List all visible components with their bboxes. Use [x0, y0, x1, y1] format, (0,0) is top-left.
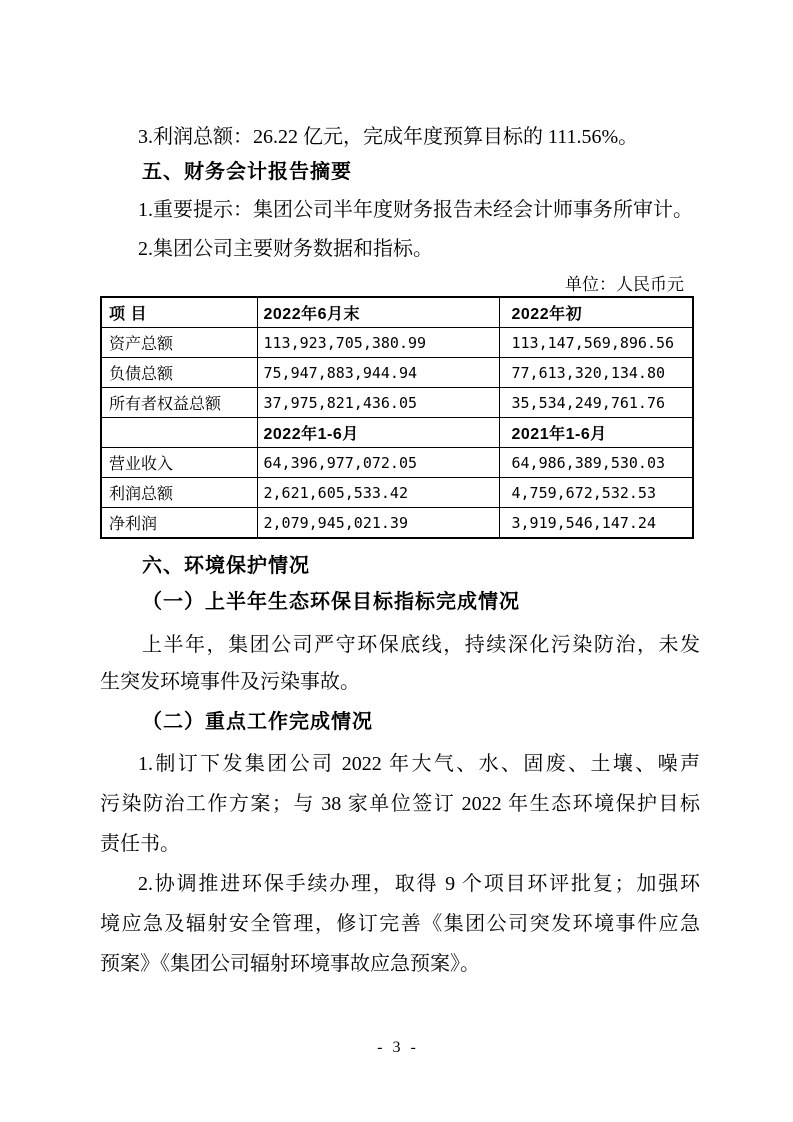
table-cell-label: 营业收入	[101, 448, 257, 478]
table-header-row	[101, 297, 693, 328]
paragraph-eco-line1: 上半年，集团公司严守环保底线，持续深化污染防治，未发	[142, 634, 700, 656]
table-cell-label	[101, 418, 257, 448]
table-row	[101, 328, 693, 358]
paragraph-plan-line3: 责任书。	[100, 833, 180, 855]
column-header-item: 项 目	[101, 297, 257, 328]
table-cell-value: 75,947,883,944.94	[257, 358, 499, 388]
column-header-h1-2022: 2022年1-6月	[257, 418, 499, 448]
paragraph-main-financial-data: 2.集团公司主要财务数据和指标。	[138, 238, 433, 260]
table-cell-value: 113,147,569,896.56	[499, 328, 693, 358]
table-row	[101, 388, 693, 418]
table-cell-value: 4,759,672,532.53	[499, 478, 693, 508]
heading-subsection-one: （一）上半年生态环保目标指标完成情况	[142, 591, 520, 613]
heading-subsection-two: （二）重点工作完成情况	[142, 711, 373, 733]
paragraph-profit-total: 3.利润总额：26.22 亿元，完成年度预算目标的 111.56%。	[138, 126, 639, 148]
paragraph-eco-line2: 生突发环境事件及污染事故。	[100, 671, 360, 693]
heading-section-six: 六、环境保护情况	[142, 555, 310, 577]
column-header-h1-2021: 2021年1-6月	[499, 418, 693, 448]
paragraph-plan-line1: 1.制订下发集团公司 2022 年大气、水、固废、土壤、噪声	[138, 753, 700, 775]
table-row	[101, 478, 693, 508]
table-cell-value: 37,975,821,436.05	[257, 388, 499, 418]
table-cell-value: 2,079,945,021.39	[257, 508, 499, 539]
paragraph-eia-line1: 2.协调推进环保手续办理，取得 9 个项目环评批复；加强环	[138, 873, 700, 895]
table-cell-value: 35,534,249,761.76	[499, 388, 693, 418]
heading-section-five: 五、财务会计报告摘要	[142, 161, 352, 183]
unit-label: 单位：人民币元	[565, 275, 684, 294]
financial-summary-table	[100, 296, 694, 539]
table-cell-label: 所有者权益总额	[101, 388, 257, 418]
table-row	[101, 448, 693, 478]
table-subheader-row	[101, 418, 693, 448]
paragraph-important-note: 1.重要提示：集团公司半年度财务报告未经会计师事务所审计。	[138, 199, 693, 221]
table-cell-value: 64,396,977,072.05	[257, 448, 499, 478]
table-cell-value: 64,986,389,530.03	[499, 448, 693, 478]
table-cell-label: 负债总额	[101, 358, 257, 388]
table-row	[101, 508, 693, 539]
table-cell-value: 113,923,705,380.99	[257, 328, 499, 358]
column-header-june-2022: 2022年6月末	[257, 297, 499, 328]
table-cell-label: 资产总额	[101, 328, 257, 358]
paragraph-plan-line2: 污染防治工作方案；与 38 家单位签订 2022 年生态环境保护目标	[100, 793, 700, 815]
table-row	[101, 358, 693, 388]
paragraph-eia-line3: 预案》《集团公司辐射环境事故应急预案》。	[100, 953, 480, 975]
table-cell-value: 77,613,320,134.80	[499, 358, 693, 388]
page-number: - 3 -	[377, 1039, 416, 1056]
table-cell-label: 净利润	[101, 508, 257, 539]
paragraph-eia-line2: 境应急及辐射安全管理，修订完善《集团公司突发环境事件应急	[100, 913, 700, 935]
column-header-start-2022: 2022年初	[499, 297, 693, 328]
table-cell-label: 利润总额	[101, 478, 257, 508]
table-cell-value: 2,621,605,533.42	[257, 478, 499, 508]
table-cell-value: 3,919,546,147.24	[499, 508, 693, 539]
